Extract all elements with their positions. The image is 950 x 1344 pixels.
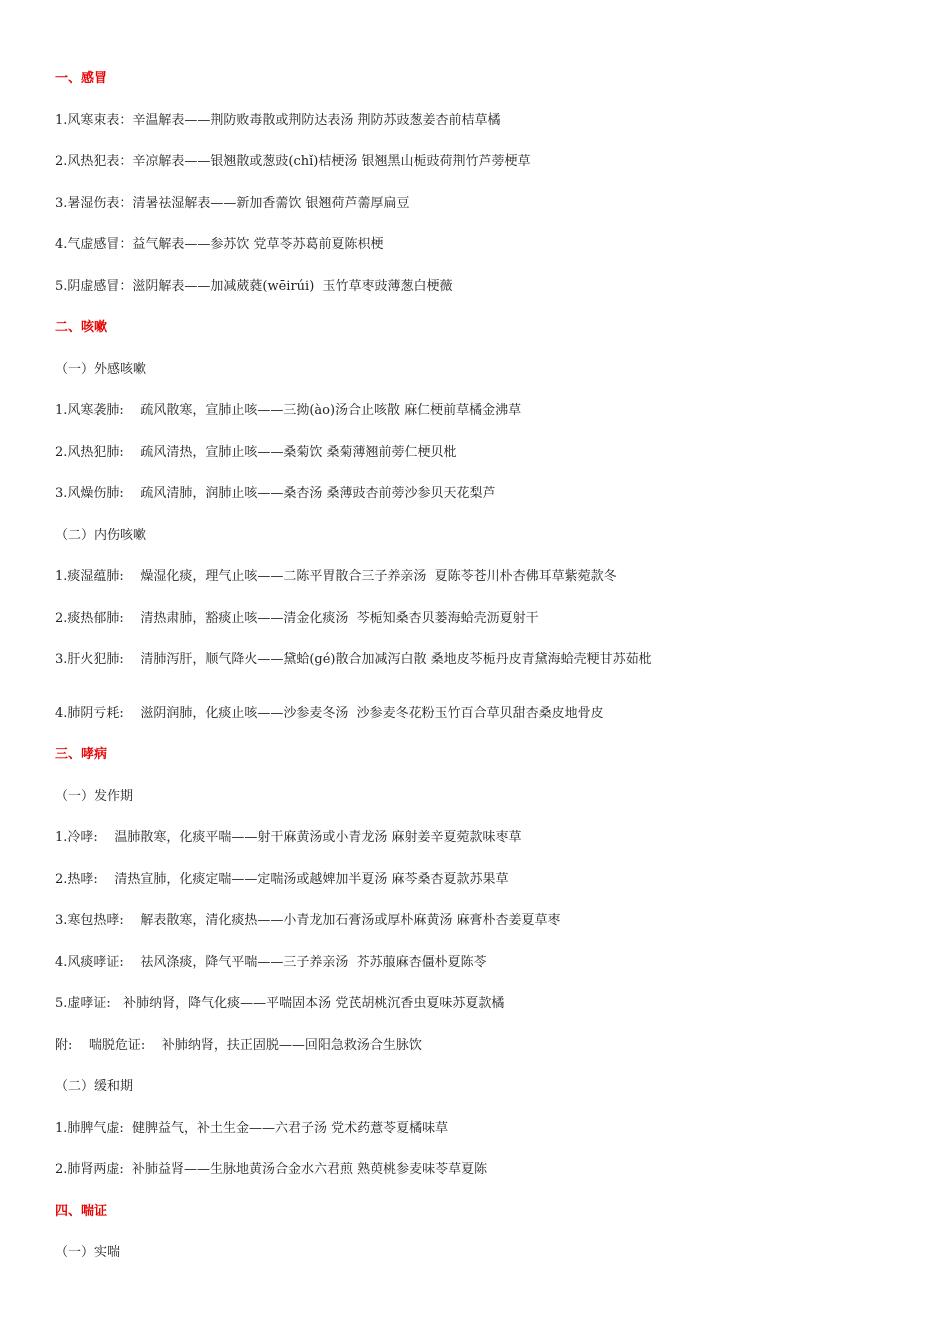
list-item: 2.风热犯肺: 疏风清热，宣肺止咳——桑菊饮 桑菊薄翘前蒡仁梗贝枇 — [55, 445, 457, 460]
list-item: 3.寒包热哮: 解表散寒，清化痰热——小青龙加石膏汤或厚朴麻黄汤 麻膏朴杏姜夏草枣 — [55, 913, 561, 928]
list-item: 1.痰湿蕴肺: 燥湿化痰，理气止咳——二陈平胃散合三子养亲汤 夏陈苓苍川朴杏佛耳草紫菀款冬 — [55, 569, 617, 584]
list-item: 5.阴虚感冒：滋阴解表——加减葳蕤(wēirúi) 玉竹草枣豉薄葱白梗薇 — [55, 279, 453, 294]
section-heading-cold: 一、感冒 — [55, 71, 108, 86]
list-item: 2.肺肾两虚: 补肺益肾——生脉地黄汤合金水六君煎 熟萸桃参麦味苓草夏陈 — [55, 1162, 488, 1177]
list-item: 4.气虚感冒：益气解表——参苏饮 党草苓苏葛前夏陈枳梗 — [55, 237, 384, 252]
list-item: 1.冷哮: 温肺散寒，化痰平喘——射干麻黄汤或小青龙汤 麻射姜辛夏菀款味枣草 — [55, 830, 522, 845]
list-item: 4.风痰哮证: 祛风涤痰，降气平喘——三子养亲汤 芥苏菔麻杏僵朴夏陈苓 — [55, 955, 487, 970]
list-item: 2.热哮: 清热宣肺，化痰定喘——定喘汤或越婢加半夏汤 麻芩桑杏夏款苏果草 — [55, 872, 509, 887]
section-heading-cough: 二、咳嗽 — [55, 320, 108, 335]
list-item: 1.风寒束表：辛温解表——荆防败毒散或荆防达表汤 荆防苏豉葱姜杏前桔草橘 — [55, 113, 501, 128]
list-item: 5.虚哮证: 补肺纳肾，降气化痰——平喘固本汤 党芪胡桃沉香虫夏味苏夏款橘 — [55, 996, 505, 1011]
subsection-heading: （一）发作期 — [55, 789, 134, 804]
list-item: 4.肺阴亏耗: 滋阴润肺，化痰止咳——沙参麦冬汤 沙参麦冬花粉玉竹百合草贝甜杏桑皮地骨皮 — [55, 706, 604, 721]
list-item: 3.肝火犯肺: 清肺泻肝，顺气降火——黛蛤(gé)散合加减泻白散 桑地皮芩栀丹皮青黛海蛤壳粳甘苏茹枇 — [55, 652, 652, 667]
list-item: 2.痰热郁肺: 清热肃肺，豁痰止咳——清金化痰汤 芩栀知桑杏贝蒌海蛤壳沥夏射干 — [55, 611, 539, 626]
subsection-heading: （一）实喘 — [55, 1245, 121, 1260]
section-heading-asthma: 三、哮病 — [55, 747, 108, 762]
section-heading-dyspnea: 四、喘证 — [55, 1204, 108, 1219]
subsection-heading: （二）缓和期 — [55, 1079, 134, 1094]
list-item: 3.风燥伤肺: 疏风清肺，润肺止咳——桑杏汤 桑薄豉杏前蒡沙参贝天花梨芦 — [55, 486, 496, 501]
list-item: 2.风热犯表：辛凉解表——银翘散或葱豉(chǐ)桔梗汤 银翘黑山栀豉荷荆竹芦蒡梗草 — [55, 154, 531, 169]
list-item: 3.暑湿伤表：清暑祛湿解表——新加香薷饮 银翘荷芦薷厚扁豆 — [55, 196, 410, 211]
subsection-heading: （一）外感咳嗽 — [55, 362, 147, 377]
list-item: 附: 喘脱危证: 补肺纳肾，扶正固脱——回阳急救汤合生脉饮 — [55, 1038, 422, 1053]
list-item: 1.肺脾气虚: 健脾益气，补土生金——六君子汤 党术药薏苓夏橘味草 — [55, 1121, 449, 1136]
subsection-heading: （二）内伤咳嗽 — [55, 528, 147, 543]
list-item: 1.风寒袭肺: 疏风散寒，宣肺止咳——三拗(ào)汤合止咳散 麻仁梗前草橘金沸草 — [55, 403, 522, 418]
